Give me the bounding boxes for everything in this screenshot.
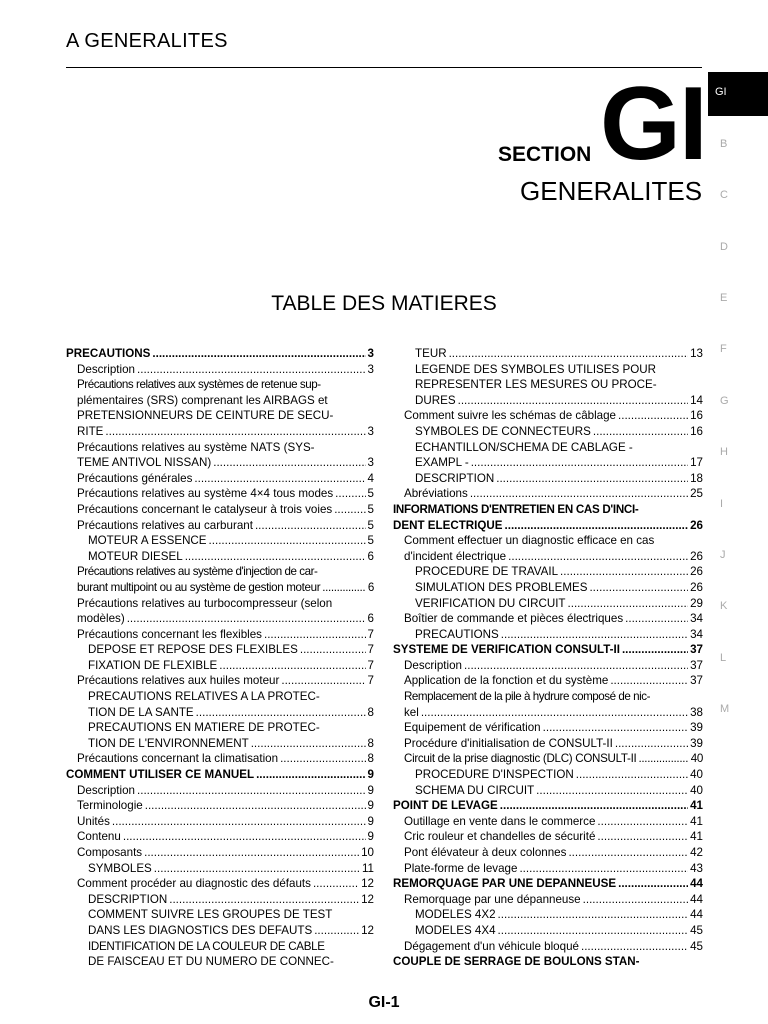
toc-entry[interactable]: MODELES 4X2 ..... 44 xyxy=(393,907,703,923)
toc-entry-line: COUPLE DE SERRAGE DE BOULONS STAN- xyxy=(393,955,640,969)
side-tab-i[interactable]: I xyxy=(720,498,724,510)
toc-entry-line: PRETENSIONNEURS DE CEINTURE DE SECU- xyxy=(77,409,334,423)
toc-entry[interactable]: MOTEUR A ESSENCE ..... 5 xyxy=(66,533,374,549)
toc-entry[interactable]: Comment procéder au diagnostic des défauts ..... 12 xyxy=(66,876,374,892)
toc-entry[interactable]: Equipement de vérification ..... 39 xyxy=(393,720,703,736)
toc-entry[interactable]: Procédure d'initialisation de CONSULT-II ..... 39 xyxy=(393,736,703,752)
toc-entry[interactable]: DESCRIPTION ..... 12 xyxy=(66,892,374,908)
toc-entry[interactable]: DEPOSE ET REPOSE DES FLEXIBLES ..... 7 xyxy=(66,642,374,658)
side-tab-j[interactable]: J xyxy=(720,549,726,561)
toc-entry-line: Précautions relatives au système d'injection de car- xyxy=(77,565,318,579)
section-word: SECTION xyxy=(498,143,592,166)
toc-entry[interactable]: Description ..... 37 xyxy=(393,658,703,674)
toc-entry[interactable]: DURES ..... 14 xyxy=(393,393,703,409)
toc-entry[interactable]: SCHEMA DU CIRCUIT ..... 40 xyxy=(393,783,703,799)
toc-entry-line: DE FAISCEAU ET DU NUMERO DE CONNEC- xyxy=(88,955,334,969)
toc-entry[interactable]: Cric rouleur et chandelles de sécurité ..... 41 xyxy=(393,829,703,845)
side-tab-m[interactable]: M xyxy=(720,703,730,715)
toc-entry[interactable]: DANS LES DIAGNOSTICS DES DEFAUTS ..... 12 xyxy=(66,923,374,939)
toc-entry[interactable]: POINT DE LEVAGE ..... 41 xyxy=(393,798,703,814)
toc-entry[interactable]: Contenu ..... 9 xyxy=(66,829,374,845)
side-tab-c[interactable]: C xyxy=(720,189,728,201)
toc-entry[interactable]: Précautions relatives aux huiles moteur ..... 7 xyxy=(66,673,374,689)
toc-entry-line: Remplacement de la pile à hydrure composé de nic- xyxy=(404,690,651,704)
toc-entry[interactable]: Précautions concernant les flexibles ..... 7 xyxy=(66,627,374,643)
toc-entry[interactable]: DENT ELECTRIQUE ..... 26 xyxy=(393,518,703,534)
side-tab-b[interactable]: B xyxy=(720,138,728,150)
side-tab-active[interactable] xyxy=(708,72,768,116)
toc-entry-line: REPRESENTER LES MESURES OU PROCE- xyxy=(415,378,657,392)
toc-entry[interactable]: Composants ..... 10 xyxy=(66,845,374,861)
toc-entry[interactable]: Remorquage par une dépanneuse ..... 44 xyxy=(393,892,703,908)
toc-entry-line: Précautions relatives au système NATS (SYS- xyxy=(77,440,315,454)
toc-entry[interactable]: d'incident électrique ..... 26 xyxy=(393,549,703,565)
toc-entry[interactable]: SYSTEME DE VERIFICATION CONSULT-II ..... 37 xyxy=(393,642,703,658)
side-tab-e[interactable]: E xyxy=(720,292,728,304)
toc-entry-line: Précautions relatives aux systèmes de retenue sup- xyxy=(77,378,321,392)
toc-entry[interactable]: burant multipoint ou au système de gestion moteur ..... 6 xyxy=(66,580,374,596)
toc-entry[interactable]: Dégagement d'un véhicule bloqué ..... 45 xyxy=(393,939,703,955)
toc-entry[interactable]: PRECAUTIONS ..... 3 xyxy=(66,346,374,362)
toc-entry-line: IDENTIFICATION DE LA COULEUR DE CABLE xyxy=(88,939,325,953)
toc-entry[interactable]: Description ..... 9 xyxy=(66,783,374,799)
toc-entry[interactable]: MODELES 4X4 ..... 45 xyxy=(393,923,703,939)
section-name: GENERALITES xyxy=(520,176,703,206)
toc-entry-line: ECHANTILLON/SCHEMA DE CABLAGE - xyxy=(415,440,633,454)
toc-entry[interactable]: Précautions concernant le catalyseur à trois voies ..... 5 xyxy=(66,502,374,518)
toc-entry[interactable]: modèles) ..... 6 xyxy=(66,611,374,627)
toc-entry[interactable]: Précautions générales ..... 4 xyxy=(66,471,374,487)
toc-entry-line: Comment effectuer un diagnostic efficace en cas xyxy=(404,534,655,548)
toc-entry[interactable]: Plate-forme de levage ..... 43 xyxy=(393,861,703,877)
side-tab-d[interactable]: D xyxy=(720,241,728,253)
toc-entry-line: PRECAUTIONS RELATIVES A LA PROTEC- xyxy=(88,690,320,704)
toc-entry[interactable]: Pont élévateur à deux colonnes ..... 42 xyxy=(393,845,703,861)
toc-entry[interactable]: Abréviations ..... 25 xyxy=(393,486,703,502)
toc-entry[interactable]: Description ..... 3 xyxy=(66,362,374,378)
toc-entry[interactable]: FIXATION DE FLEXIBLE ..... 7 xyxy=(66,658,374,674)
toc-entry-line: LEGENDE DES SYMBOLES UTILISES POUR xyxy=(415,362,656,376)
toc-entry-line: INFORMATIONS D'ENTRETIEN EN CAS D'INCI- xyxy=(393,502,639,516)
page-number: GI-1 xyxy=(368,994,400,1011)
toc-entry-line: PRECAUTIONS EN MATIERE DE PROTEC- xyxy=(88,721,320,735)
toc-entry[interactable]: Précautions relatives au carburant ..... 5 xyxy=(66,518,374,534)
toc-entry[interactable]: VERIFICATION DU CIRCUIT ..... 29 xyxy=(393,596,703,612)
toc-entry[interactable]: REMORQUAGE PAR UNE DEPANNEUSE ..... 44 xyxy=(393,876,703,892)
toc-entry[interactable]: Boîtier de commande et pièces électriques ..... 34 xyxy=(393,611,703,627)
toc-entry[interactable]: Unités ..... 9 xyxy=(66,814,374,830)
toc-entry-line: plémentaires (SRS) comprenant les AIRBAGS et xyxy=(77,393,328,407)
side-tab-f[interactable]: F xyxy=(720,343,727,355)
toc-entry[interactable]: EXAMPL - ..... 17 xyxy=(393,455,703,471)
side-tab-h[interactable]: H xyxy=(720,446,728,458)
toc-entry[interactable]: Application de la fonction et du système ..... 37 xyxy=(393,673,703,689)
toc-entry[interactable]: PROCEDURE D'INSPECTION ..... 40 xyxy=(393,767,703,783)
toc-entry[interactable]: SYMBOLES DE CONNECTEURS ..... 16 xyxy=(393,424,703,440)
side-tab-k[interactable]: K xyxy=(720,600,728,612)
toc-entry[interactable]: PROCEDURE DE TRAVAIL ..... 26 xyxy=(393,564,703,580)
toc-entry[interactable]: TEUR ..... 13 xyxy=(393,346,703,362)
side-tab-label: GI xyxy=(715,86,727,98)
toc-title: TABLE DES MATIERES xyxy=(271,292,497,315)
toc-entry[interactable]: Comment suivre les schémas de câblage ..... 16 xyxy=(393,408,703,424)
toc-entry[interactable]: MOTEUR DIESEL ..... 6 xyxy=(66,549,374,565)
toc-entry[interactable]: Précautions relatives au système 4×4 tous modes ..... 5 xyxy=(66,486,374,502)
toc-entry[interactable]: SIMULATION DES PROBLEMES ..... 26 xyxy=(393,580,703,596)
section-code: GI xyxy=(600,66,706,182)
toc-entry[interactable]: TION DE LA SANTE ..... 8 xyxy=(66,705,374,721)
toc-entry[interactable]: Outillage en vente dans le commerce ..... 41 xyxy=(393,814,703,830)
toc-entry[interactable]: PRECAUTIONS ..... 34 xyxy=(393,627,703,643)
header-title: A GENERALITES xyxy=(66,30,228,52)
toc-entry[interactable]: SYMBOLES ..... 11 xyxy=(66,861,374,877)
toc-entry[interactable]: kel ..... 38 xyxy=(393,705,703,721)
toc-entry[interactable]: RITE ..... 3 xyxy=(66,424,374,440)
toc-entry[interactable]: Terminologie ..... 9 xyxy=(66,798,374,814)
toc-entry[interactable]: Circuit de la prise diagnostic (DLC) CONSULT-II ..... 40 xyxy=(393,751,703,767)
side-tab-g[interactable]: G xyxy=(720,395,729,407)
toc-entry[interactable]: Précautions concernant la climatisation ..... 8 xyxy=(66,751,374,767)
side-tab-l[interactable]: L xyxy=(720,652,727,664)
toc-column-left xyxy=(66,346,374,970)
toc-entry-line: COMMENT SUIVRE LES GROUPES DE TEST xyxy=(88,908,333,922)
toc-entry[interactable]: COMMENT UTILISER CE MANUEL ..... 9 xyxy=(66,767,374,783)
toc-entry[interactable]: DESCRIPTION ..... 18 xyxy=(393,471,703,487)
toc-column-right xyxy=(393,346,703,970)
toc-entry[interactable]: TION DE L'ENVIRONNEMENT ..... 8 xyxy=(66,736,374,752)
toc-entry[interactable]: TEME ANTIVOL NISSAN) ..... 3 xyxy=(66,455,374,471)
toc-entry-line: Précautions relatives au turbocompresseur (selon xyxy=(77,596,333,610)
